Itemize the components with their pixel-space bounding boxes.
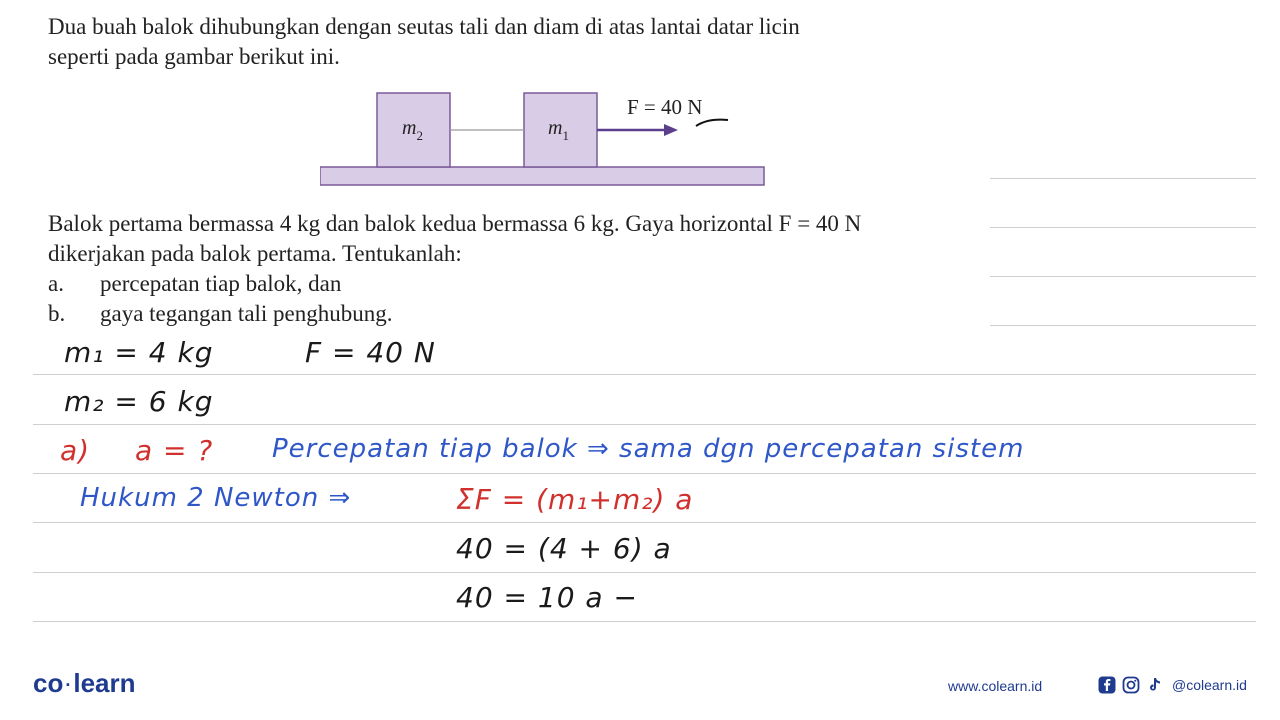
rule-line xyxy=(990,276,1256,277)
colearn-logo xyxy=(33,668,136,699)
social-handle[interactable]: @colearn.id xyxy=(1172,677,1247,693)
rule-line xyxy=(33,374,1256,375)
given-force: F = 40 N xyxy=(305,336,436,369)
rule-line xyxy=(990,227,1256,228)
rule-line xyxy=(33,522,1256,523)
part-a-label: a) xyxy=(60,434,91,467)
question-b-text: gaya tegangan tali penghubung. xyxy=(100,301,393,326)
website-link[interactable]: www.colearn.id xyxy=(948,678,1043,694)
given-m2: m₂ = 6 kg xyxy=(64,385,214,418)
floor xyxy=(320,167,764,185)
newton-equation: ΣF = (m₁+m₂) a xyxy=(456,483,694,516)
problem-intro xyxy=(48,12,988,72)
rule-line xyxy=(990,178,1256,179)
force-arrow-head xyxy=(664,124,678,136)
desc-line-2: dikerjakan pada balok pertama. Tentukanlah: xyxy=(48,241,462,266)
rule-line xyxy=(33,473,1256,474)
question-b-label: b. xyxy=(48,301,66,326)
intro-line-2: seperti pada gambar berikut ini. xyxy=(48,44,340,69)
facebook-icon[interactable] xyxy=(1098,676,1116,694)
force-label: F = 40 N xyxy=(627,95,703,119)
logo-part-learn: learn xyxy=(73,668,136,698)
tiktok-icon[interactable] xyxy=(1146,676,1164,694)
newton-law-note: Hukum 2 Newton ⇒ xyxy=(80,483,352,513)
question-a-text: percepatan tiap balok, dan xyxy=(100,271,342,296)
rule-line xyxy=(990,325,1256,326)
part-a-question: a = ? xyxy=(135,434,214,467)
rule-line xyxy=(33,621,1256,622)
question-a-label: a. xyxy=(48,271,64,296)
block-m2-label: $m_2$ xyxy=(402,117,423,143)
rule-line xyxy=(33,572,1256,573)
desc-line-1: Balok pertama bermassa 4 kg dan balok kedua bermassa 6 kg. Gaya horizontal F = 40 N xyxy=(48,211,862,236)
intro-line-1: Dua buah balok dihubungkan dengan seutas tali dan diam di atas lantai datar licin xyxy=(48,14,800,39)
social-links xyxy=(1098,676,1247,694)
question-b xyxy=(48,299,988,329)
instagram-icon[interactable] xyxy=(1122,676,1140,694)
simplified-equation: 40 = 10 a − xyxy=(456,581,638,614)
vector-mark xyxy=(696,120,728,126)
given-m1: m₁ = 4 kg xyxy=(64,336,214,369)
block-m1-label: $m_1$ xyxy=(548,117,569,143)
rule-line xyxy=(33,424,1256,425)
substitution-equation: 40 = (4 + 6) a xyxy=(456,532,672,565)
part-a-note: Percepatan tiap balok ⇒ sama dgn percepatan sistem xyxy=(272,434,1025,464)
problem-questions xyxy=(48,209,988,329)
logo-dot: · xyxy=(65,674,72,695)
logo-part-co: co xyxy=(33,668,64,698)
question-a xyxy=(48,269,988,299)
blocks-diagram xyxy=(320,88,770,188)
